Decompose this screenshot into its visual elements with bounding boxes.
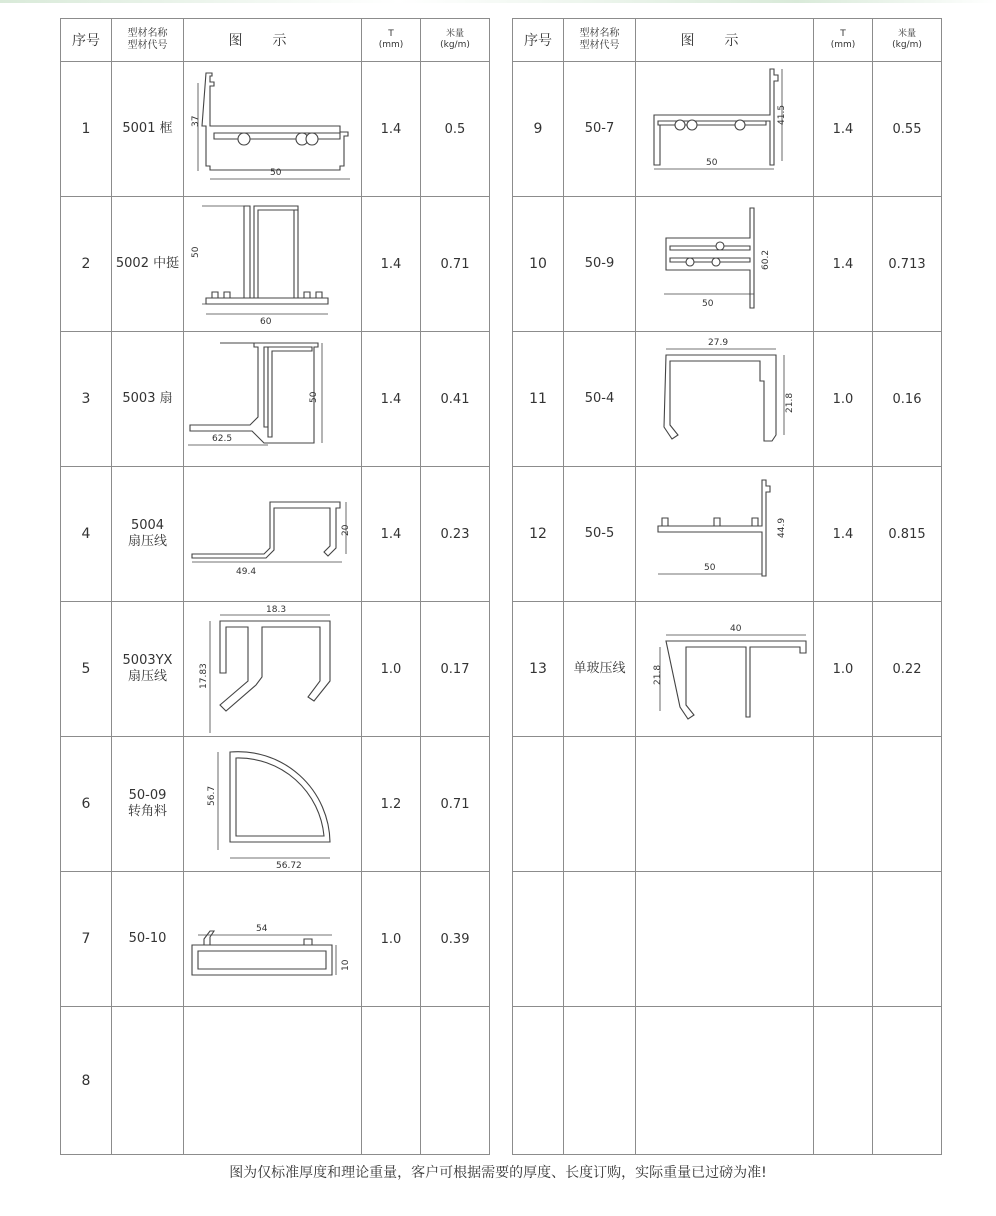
profile-name: 50-10 [112, 872, 184, 1007]
weight-value: 0.713 [873, 197, 942, 332]
profile-name: 50-09 转角料 [112, 737, 184, 872]
svg-text:37: 37 [191, 115, 201, 127]
profile-name: 5002 中挺 [112, 197, 184, 332]
svg-text:10: 10 [341, 959, 351, 971]
weight-value [421, 1007, 490, 1155]
weight-value: 0.39 [421, 872, 490, 1007]
profile-drawing [184, 1007, 362, 1155]
row-index: 3 [61, 332, 112, 467]
profile-name [564, 737, 636, 872]
svg-text:21.8: 21.8 [785, 392, 795, 413]
thickness-value: 1.0 [362, 602, 421, 737]
profile-5003-drawing [184, 333, 362, 466]
table-row [61, 62, 490, 197]
row-index: 7 [61, 872, 112, 1007]
thickness-value [814, 1007, 873, 1155]
svg-text:60.2: 60.2 [761, 249, 771, 270]
header-figure: 图示 [184, 19, 362, 62]
profile-table-right [512, 18, 942, 1155]
profile-drawing [636, 467, 814, 602]
row-index: 4 [61, 467, 112, 602]
table-row [61, 602, 490, 737]
row-index [513, 872, 564, 1007]
profile-name: 单玻压线 [564, 602, 636, 737]
svg-text:50: 50 [309, 391, 319, 403]
header-index: 序号 [61, 19, 112, 62]
row-index: 6 [61, 737, 112, 872]
weight-value [873, 737, 942, 872]
table-header-row [61, 19, 490, 62]
svg-text:56.7: 56.7 [207, 785, 217, 806]
table-row [61, 1007, 490, 1155]
svg-text:44.9: 44.9 [777, 517, 787, 538]
profile-drawing [184, 872, 362, 1007]
weight-value: 0.16 [873, 332, 942, 467]
svg-text:50: 50 [704, 562, 716, 573]
svg-text:27.9: 27.9 [708, 337, 729, 348]
weight-value [873, 1007, 942, 1155]
svg-text:41.5: 41.5 [777, 104, 787, 125]
svg-text:20: 20 [341, 524, 351, 536]
thickness-value: 1.0 [362, 872, 421, 1007]
thickness-value: 1.4 [814, 197, 873, 332]
profile-drawing [636, 62, 814, 197]
table-row [513, 1007, 942, 1155]
top-accent-bar [0, 0, 996, 3]
table-header-row [513, 19, 942, 62]
table-row [61, 737, 490, 872]
profile-drawing [636, 1007, 814, 1155]
svg-text:50: 50 [191, 246, 201, 258]
header-index: 序号 [513, 19, 564, 62]
profile-drawing [184, 197, 362, 332]
svg-text:50: 50 [270, 167, 282, 178]
thickness-value: 1.4 [362, 62, 421, 197]
row-index: 13 [513, 602, 564, 737]
header-figure: 图示 [636, 19, 814, 62]
thickness-value [362, 1007, 421, 1155]
svg-text:17.83: 17.83 [199, 662, 209, 689]
svg-text:50: 50 [702, 298, 714, 309]
table-row [513, 602, 942, 737]
thickness-value: 1.4 [814, 62, 873, 197]
weight-value: 0.5 [421, 62, 490, 197]
table-row [513, 737, 942, 872]
svg-text:21.8: 21.8 [653, 664, 663, 685]
row-index [513, 737, 564, 872]
weight-value: 0.22 [873, 602, 942, 737]
profile-5003yx-drawing [184, 603, 362, 736]
svg-text:54: 54 [256, 923, 268, 934]
profile-drawing [636, 332, 814, 467]
row-index: 8 [61, 1007, 112, 1155]
profile-50-9-drawing [636, 198, 814, 331]
profile-drawing [184, 467, 362, 602]
header-weight: 米量 (kg/m) [873, 19, 942, 62]
table-row [513, 332, 942, 467]
row-index: 11 [513, 332, 564, 467]
svg-text:40: 40 [730, 623, 742, 634]
profile-50-5-drawing [636, 468, 814, 601]
weight-value: 0.17 [421, 602, 490, 737]
row-index: 9 [513, 62, 564, 197]
thickness-value: 1.4 [362, 332, 421, 467]
thickness-value: 1.2 [362, 737, 421, 872]
profile-drawing [184, 602, 362, 737]
table-row [61, 197, 490, 332]
profile-drawing [636, 602, 814, 737]
profile-name: 5004 扇压线 [112, 467, 184, 602]
thickness-value [814, 737, 873, 872]
weight-value: 0.41 [421, 332, 490, 467]
profile-drawing [636, 872, 814, 1007]
table-row [513, 62, 942, 197]
profile-drawing [636, 197, 814, 332]
svg-text:49.4: 49.4 [236, 566, 257, 577]
weight-value: 0.55 [873, 62, 942, 197]
header-name: 型材名称 型材代号 [564, 19, 636, 62]
profile-name: 5003 扇 [112, 332, 184, 467]
svg-text:60: 60 [260, 316, 272, 327]
svg-text:62.5: 62.5 [212, 433, 233, 444]
profile-50-7-drawing [636, 63, 814, 196]
weight-value [873, 872, 942, 1007]
profile-name: 5003YX 扇压线 [112, 602, 184, 737]
weight-value: 0.815 [873, 467, 942, 602]
profile-name [112, 1007, 184, 1155]
thickness-value: 1.4 [362, 467, 421, 602]
profile-5002-drawing [184, 198, 362, 331]
thickness-value: 1.4 [814, 467, 873, 602]
profile-5009-drawing [184, 738, 362, 871]
profile-5004-drawing [184, 468, 362, 601]
row-index: 10 [513, 197, 564, 332]
profile-single-glass-bead-drawing [636, 603, 814, 736]
svg-text:18.3: 18.3 [266, 604, 287, 615]
table-row [513, 467, 942, 602]
profile-name [564, 1007, 636, 1155]
footer-note: 图为仅标准厚度和理论重量，客户可根据需要的厚度、长度订购，实际重量已过磅为准! [229, 1165, 767, 1181]
header-thickness: T (mm) [362, 19, 421, 62]
table-row [513, 872, 942, 1007]
header-weight: 米量 (kg/m) [421, 19, 490, 62]
table-row [513, 197, 942, 332]
profile-name: 50-7 [564, 62, 636, 197]
profile-name: 5001 框 [112, 62, 184, 197]
table-row [61, 467, 490, 602]
profile-name [564, 872, 636, 1007]
profile-name: 50-4 [564, 332, 636, 467]
profile-drawing [184, 332, 362, 467]
profile-drawing [636, 737, 814, 872]
profile-drawing [184, 62, 362, 197]
row-index: 2 [61, 197, 112, 332]
thickness-value [814, 872, 873, 1007]
profile-name: 50-9 [564, 197, 636, 332]
profile-5010-drawing [184, 873, 362, 1006]
svg-text:56.72: 56.72 [276, 860, 302, 871]
profile-drawing [184, 737, 362, 872]
header-thickness: T (mm) [814, 19, 873, 62]
table-row [61, 872, 490, 1007]
thickness-value: 1.0 [814, 332, 873, 467]
weight-value: 0.71 [421, 197, 490, 332]
row-index: 1 [61, 62, 112, 197]
weight-value: 0.23 [421, 467, 490, 602]
profile-name: 50-5 [564, 467, 636, 602]
row-index: 5 [61, 602, 112, 737]
table-row [61, 332, 490, 467]
profile-50-4-drawing [636, 333, 814, 466]
thickness-value: 1.0 [814, 602, 873, 737]
thickness-value: 1.4 [362, 197, 421, 332]
weight-value: 0.71 [421, 737, 490, 872]
svg-text:50: 50 [706, 157, 718, 168]
row-index: 12 [513, 467, 564, 602]
row-index [513, 1007, 564, 1155]
profile-5001-drawing [184, 63, 362, 196]
profile-table-left [60, 18, 490, 1155]
header-name: 型材名称 型材代号 [112, 19, 184, 62]
